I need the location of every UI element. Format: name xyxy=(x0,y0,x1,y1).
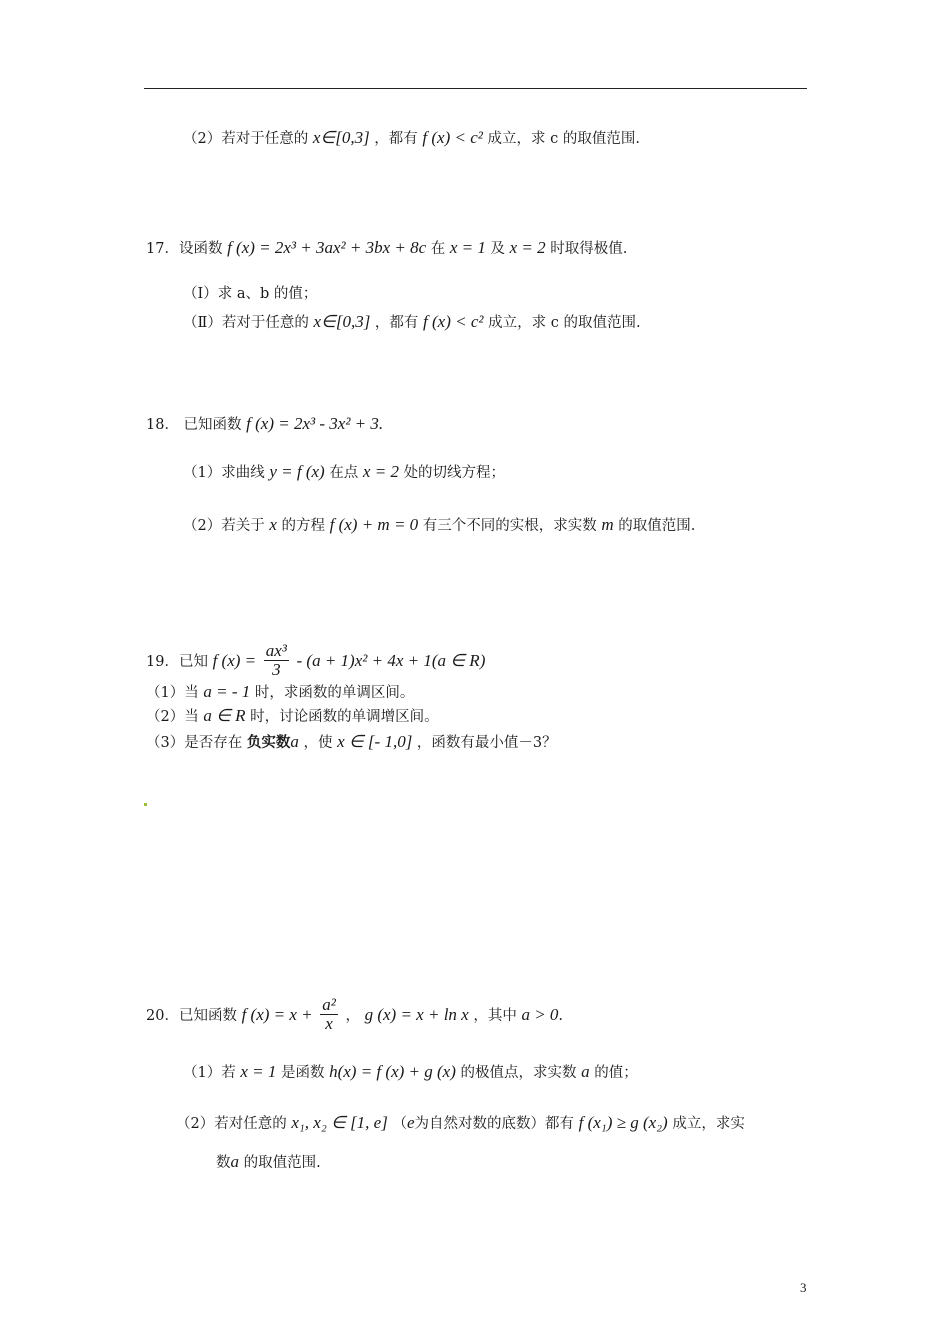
q19-part1-prefix: （1）当 xyxy=(146,685,199,701)
q20-fraction-denominator: x xyxy=(325,1013,333,1033)
q17-stem xyxy=(146,238,627,259)
q19-part2-suffix: 时，讨论函数的单调增区间。 xyxy=(250,709,439,725)
q17-part2-mid: ，都有 xyxy=(374,315,419,331)
q20-part2-paren: （ xyxy=(392,1116,407,1132)
q20-part2-cont-prefix: 数 xyxy=(216,1155,231,1171)
q19-stem xyxy=(146,642,485,681)
q17-number: 17．设函数 xyxy=(146,241,223,257)
q18-part2-equation: f (x) + m = 0 xyxy=(329,515,419,534)
q20-part1-mid2: 的极值点，求实数 xyxy=(460,1065,577,1081)
header-rule xyxy=(144,88,807,89)
q20-part2-continued xyxy=(216,1152,321,1173)
q18-part1-mid: 在点 xyxy=(329,465,359,481)
q17-x2: x = 2 xyxy=(509,238,546,257)
q17-part2-domain: x∈[0,3] xyxy=(313,312,371,331)
q17-x1: x = 1 xyxy=(449,238,486,257)
q20-part2 xyxy=(176,1113,745,1134)
q18-part2-suffix: 的取值范围. xyxy=(618,518,696,534)
q20-fraction-numerator: a² xyxy=(322,994,336,1014)
q19-part3-domain: x ∈ [- 1,0] xyxy=(337,732,413,751)
q19-part3-mid: ，使 xyxy=(303,735,333,751)
q20-part1 xyxy=(183,1062,638,1083)
q19-part3-a: a xyxy=(290,732,299,751)
q20-part2-cont-a: a xyxy=(230,1152,239,1171)
page-number: 3 xyxy=(800,1280,807,1295)
q18-part1-prefix: （1）求曲线 xyxy=(183,465,265,481)
q20-part2-suffix: 成立，求实 xyxy=(672,1116,745,1132)
q20-part1-suffix: 的值； xyxy=(594,1065,638,1081)
q20-comma: ， xyxy=(345,1008,360,1024)
q17-suffix: 时取得极值. xyxy=(550,241,628,257)
q19-function-rest: - (a + 1)x² + 4x + 1(a ∈ R) xyxy=(296,651,486,670)
q20-part2-note: 为自然对数的底数）都有 xyxy=(414,1116,574,1132)
q16-part2-mid: ，都有 xyxy=(374,131,418,147)
q20-part2-cont-suffix: 的取值范围. xyxy=(243,1155,321,1171)
q20-part2-e: e xyxy=(406,1113,415,1132)
q20-part1-x: x = 1 xyxy=(240,1062,277,1081)
q18-function: f (x) = 2x³ - 3x² + 3. xyxy=(246,414,384,433)
q17-part2-suffix: 成立，求 c 的取值范围. xyxy=(488,315,641,331)
q19-part3 xyxy=(146,732,557,753)
q19-fraction-numerator: ax³ xyxy=(265,640,287,660)
q18-part1-curve: y = f (x) xyxy=(269,462,325,481)
q18-part2-m: m xyxy=(601,515,614,534)
q19-part3-prefix: （3）是否存在 xyxy=(146,735,243,751)
q20-f-lhs: f (x) = x + xyxy=(241,1005,313,1024)
q20-stem xyxy=(146,994,563,1037)
q19-part1-suffix: 时，求函数的单调区间。 xyxy=(254,685,415,701)
q20-part1-h: h(x) = f (x) + g (x) xyxy=(329,1062,456,1081)
q18-part1 xyxy=(183,462,505,483)
q19-number: 19．已知 xyxy=(146,654,208,670)
q19-part3-suffix: ，函数有最小值－3？ xyxy=(416,735,557,751)
q20-part1-prefix: （1）若 xyxy=(183,1065,236,1081)
q20-condition: a > 0 xyxy=(521,1005,559,1024)
q20-mid: ，其中 xyxy=(473,1008,517,1024)
q20-part2-vars: x₁, x₂ ∈ [1, e] xyxy=(291,1113,388,1132)
q18-part1-suffix: 处的切线方程； xyxy=(403,465,506,481)
q18-part2-var: x xyxy=(269,515,277,534)
q18-part2-mid: 的方程 xyxy=(281,518,325,534)
stray-dot xyxy=(144,803,147,806)
q20-part2-prefix: （2）若对任意的 xyxy=(176,1116,287,1132)
q20-fraction xyxy=(320,996,338,1033)
q16-part2-prefix: （2）若对于任意的 xyxy=(183,131,309,147)
q19-part3-bold: 负实数 xyxy=(246,734,291,751)
q20-number: 20．已知函数 xyxy=(146,1008,237,1024)
q17-part2 xyxy=(183,312,641,333)
q16-part2 xyxy=(183,128,640,149)
q19-part2-prefix: （2）当 xyxy=(146,709,199,725)
q19-part2 xyxy=(146,706,439,727)
q20-g-function: g (x) = x + ln x xyxy=(364,1005,469,1024)
q16-part2-suffix: 成立，求 c 的取值范围. xyxy=(487,131,640,147)
q16-part2-inequality: f (x) < c² xyxy=(422,128,483,147)
q17-part2-inequality: f (x) < c² xyxy=(423,312,484,331)
q17-at: 在 xyxy=(430,241,446,257)
q19-part1 xyxy=(146,682,414,703)
q18-number: 18． 已知函数 xyxy=(146,417,242,433)
q19-part2-condition: a ∈ R xyxy=(203,706,246,725)
q20-part1-mid: 是函数 xyxy=(280,1065,325,1081)
q19-function-lhs: f (x) = xyxy=(212,651,257,670)
q17-part1-text: （Ⅰ）求 a、b 的值； xyxy=(183,286,318,302)
q19-part1-condition: a = - 1 xyxy=(203,682,251,701)
q17-part2-prefix: （Ⅱ）若对于任意的 xyxy=(183,315,309,331)
q20-end: . xyxy=(558,1008,564,1024)
q20-part1-a: a xyxy=(581,1062,590,1081)
q17-function: f (x) = 2x³ + 3ax² + 3bx + 8c xyxy=(227,238,427,257)
q17-and: 及 xyxy=(490,241,506,257)
q18-part2-mid2: 有三个不同的实根，求实数 xyxy=(422,518,597,534)
q20-part2-inequality: f (x₁) ≥ g (x₂) xyxy=(578,1113,668,1132)
q18-part2 xyxy=(183,515,695,536)
q19-fraction-denominator: 3 xyxy=(272,659,281,679)
q17-part1 xyxy=(183,284,317,304)
q19-fraction xyxy=(264,642,289,679)
q18-part2-prefix: （2）若关于 xyxy=(183,518,265,534)
q18-stem xyxy=(146,414,383,435)
q16-part2-domain: x∈[0,3] xyxy=(312,128,370,147)
q18-part1-point: x = 2 xyxy=(362,462,399,481)
